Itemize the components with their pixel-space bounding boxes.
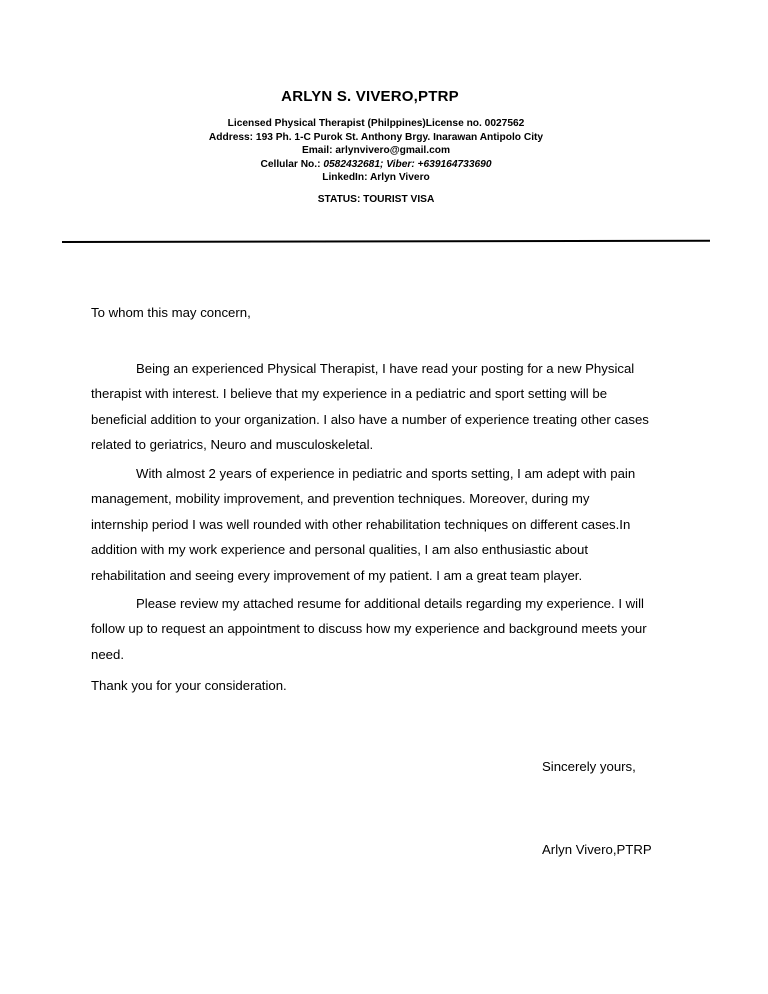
- greeting: To whom this may concern,: [91, 305, 251, 320]
- letterhead: [0, 88, 768, 205]
- license-line: Licensed Physical Therapist (Philppines)License no. 0027562: [227, 118, 525, 129]
- header-divider: [62, 240, 710, 243]
- paragraph-1: [91, 356, 691, 458]
- cellular-value: 0582432681; Viber: +639164733690: [323, 158, 492, 170]
- paragraph-line: therapist with interest. I believe that my experience in a pediatric and sport setting will be: [91, 386, 608, 402]
- address-line: Address: 193 Ph. 1-C Purok St. Anthony Brgy. Inarawan Antipolo City: [208, 131, 544, 143]
- paragraph-2: [91, 461, 691, 588]
- paragraph-line: Please review my attached resume for additional details regarding my experience. I will: [136, 596, 644, 611]
- paragraph-line: follow up to request an appointment to discuss how my experience and background meets your: [91, 621, 647, 637]
- cellular-label: Cellular No.:: [260, 158, 324, 170]
- status-line: STATUS: TOURIST VISA: [317, 193, 435, 205]
- paragraph-line: Being an experienced Physical Therapist, I have read your posting for a new Physical: [136, 361, 635, 376]
- paragraph-line: management, mobility improvement, and prevention techniques. Moreover, during my: [91, 491, 590, 507]
- paragraph-line: need.: [91, 646, 125, 662]
- paragraph-3: [91, 591, 691, 667]
- paragraph-line: internship period I was well rounded with other rehabilitation techniques on different cases.In: [91, 516, 631, 532]
- linkedin-line: LinkedIn: Arlyn Vivero: [322, 172, 430, 184]
- paragraph-line: beneficial addition to your organization. I also have a number of experience treating other cases: [91, 411, 649, 427]
- email-line: Email: arlynvivero@gmail.com: [301, 145, 451, 157]
- cellular-line: [0, 158, 760, 172]
- applicant-name: ARLYN S. VIVERO,PTRP: [281, 88, 459, 105]
- thanks-line: Thank you for your consideration.: [91, 678, 287, 693]
- paragraph-line: rehabilitation and seeing every improvement of my patient. I am a great team player.: [91, 567, 583, 583]
- paragraph-line: With almost 2 years of experience in pediatric and sports setting, I am adept with pain: [136, 466, 636, 481]
- paragraph-line: addition with my work experience and personal qualities, I am also enthusiastic about: [91, 542, 589, 558]
- paragraph-line: related to geriatrics, Neuro and musculoskeletal.: [91, 437, 374, 453]
- signature-name: Arlyn Vivero,PTRP: [542, 842, 652, 857]
- closing: Sincerely yours,: [542, 759, 636, 774]
